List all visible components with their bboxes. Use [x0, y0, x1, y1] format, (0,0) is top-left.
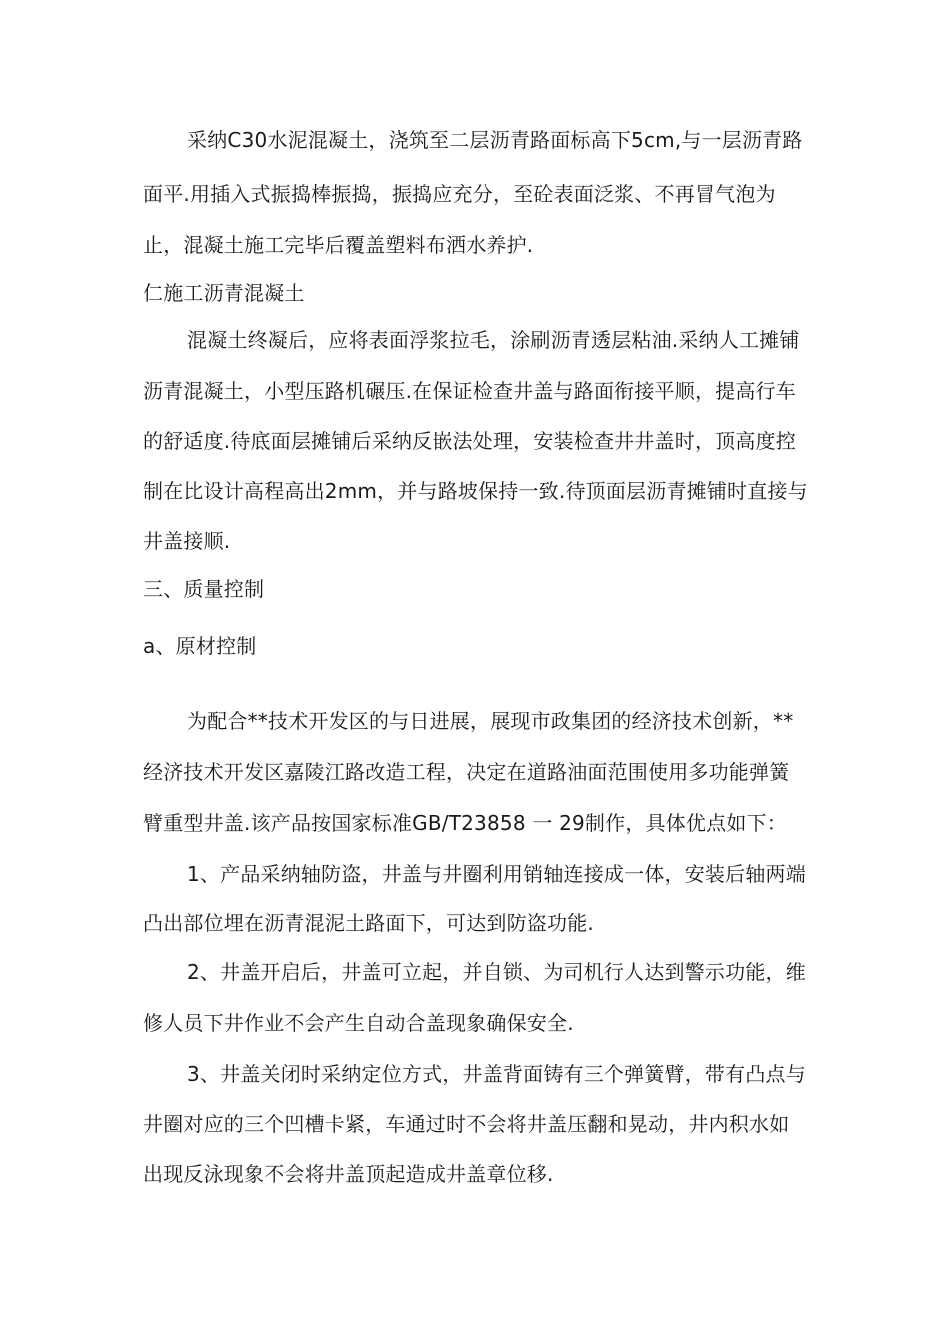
list-item-line: 1、产品采纳轴防盗，井盖与井圈利用销轴连接成一体，安装后轴两端	[187, 862, 806, 886]
paragraph-line: 制在比设计高程高出2mm，并与路坡保持一致.待顶面层沥青摊铺时直接与	[143, 479, 808, 503]
paragraph-line: 止，混凝土施工完毕后覆盖塑料布洒水养护.	[143, 233, 534, 257]
paragraph-line: 采纳C30水泥混凝土，浇筑至二层沥青路面标高下5cm,与一层沥青路	[187, 128, 803, 152]
section-heading: 三、质量控制	[143, 577, 265, 601]
paragraph-line: 沥青混凝土，小型压路机碾压.在保证检查井盖与路面衔接平顺，提高行车	[143, 379, 796, 403]
subheading: a、原材控制	[143, 634, 257, 658]
list-item-line: 出现反泳现象不会将井盖顶起造成井盖章位移.	[143, 1162, 554, 1186]
paragraph-line: 井盖接顺.	[143, 529, 231, 553]
paragraph-line: 混凝土终凝后，应将表面浮浆拉毛，涂刷沥青透层粘油.采纳人工摊铺	[187, 328, 800, 352]
paragraph-line: 的舒适度.待底面层摊铺后采纳反嵌法处理，安装检查井井盖时，顶高度控	[143, 429, 796, 453]
paragraph-line: 经济技术开发区嘉陵江路改造工程，决定在道路油面范围使用多功能弹簧	[143, 760, 790, 784]
list-item-line: 修人员下井作业不会产生自动合盖现象确保安全.	[143, 1011, 574, 1035]
list-item-line: 3、井盖关闭时采纳定位方式，井盖背面铸有三个弹簧臂，带有凸点与	[187, 1062, 806, 1086]
paragraph-line: 为配合**技术开发区的与日进展，展现市政集团的经济技术创新，**	[187, 709, 794, 733]
list-item-line: 凸出部位埋在沥青混泥土路面下，可达到防盗功能.	[143, 911, 594, 935]
list-item-line: 井圈对应的三个凹槽卡紧，车通过时不会将井盖压翻和晃动，井内积水如	[143, 1112, 790, 1136]
subheading: 仁施工沥青混凝土	[143, 281, 305, 305]
list-item-line: 2、井盖开启后，井盖可立起，并自锁、为司机行人达到警示功能，维	[187, 960, 806, 984]
paragraph-line: 臂重型井盖.该产品按国家标准GB/T23858 一 29制作，具体优点如下：	[143, 811, 787, 835]
paragraph-line: 面平.用插入式振捣棒振捣，振捣应充分，至砼表面泛浆、不再冒气泡为	[143, 182, 776, 206]
